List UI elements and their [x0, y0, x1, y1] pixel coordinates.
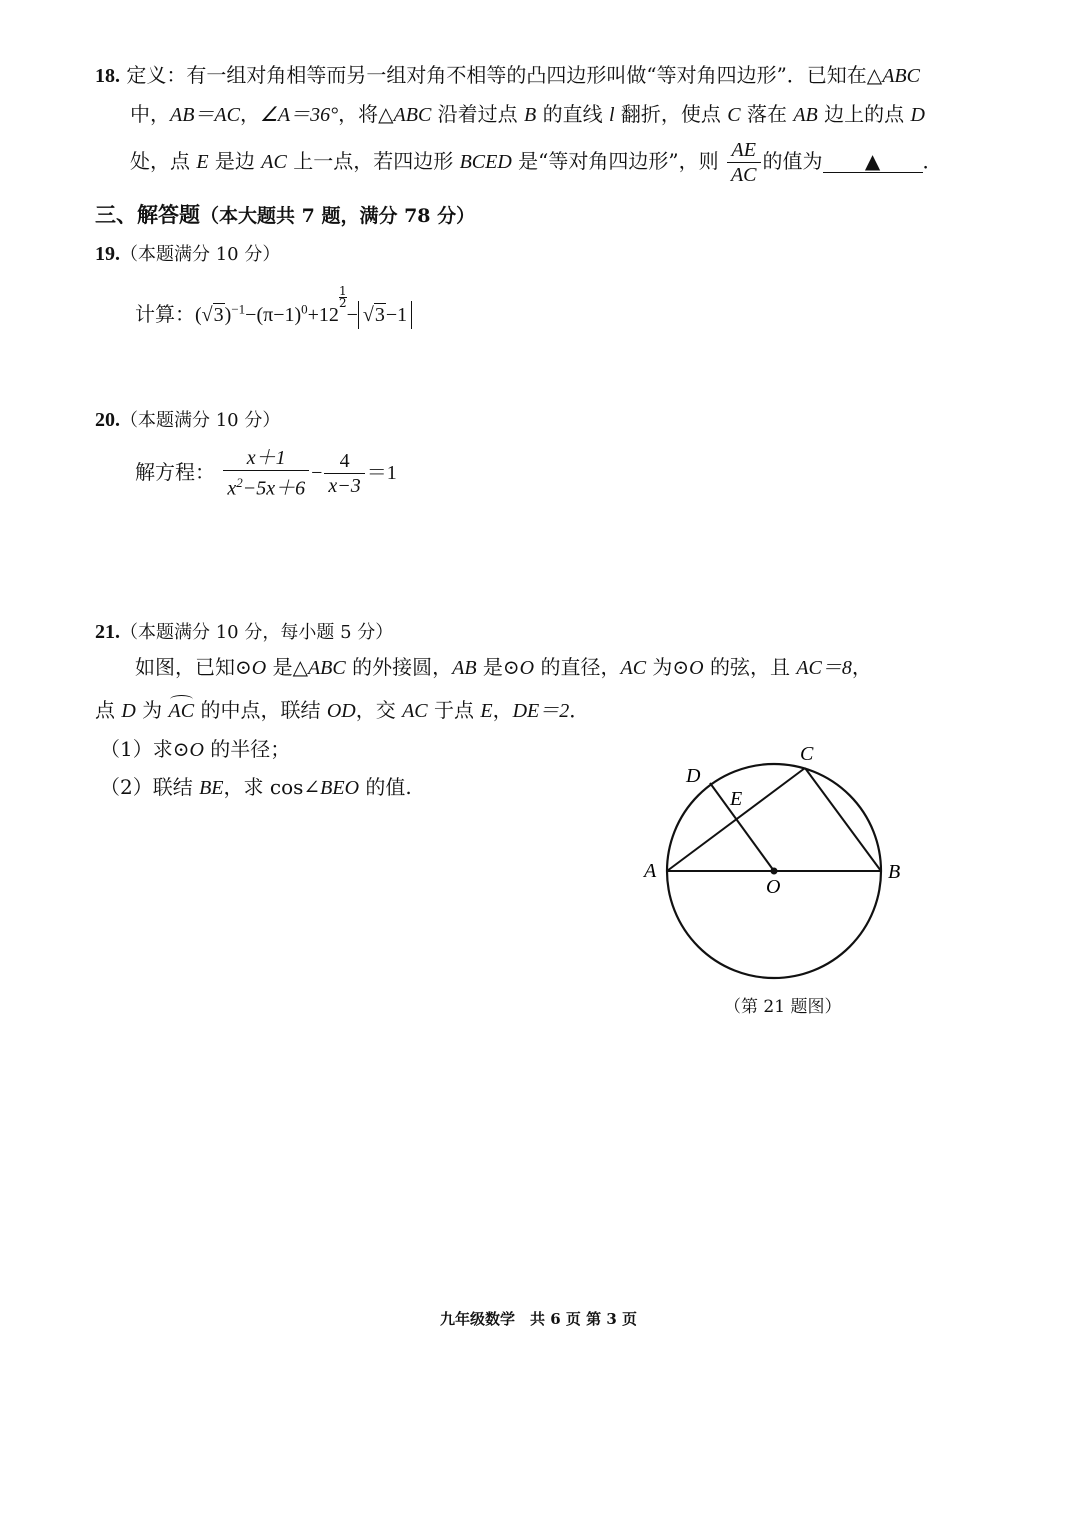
q18-t3e: 的值为: [762, 149, 823, 173]
q18-t2h: 边上的点: [817, 102, 911, 126]
q21-t1a: 如图，已知⊙: [135, 655, 252, 679]
q18-E: E: [196, 151, 209, 173]
q19-p5: −: [346, 304, 358, 326]
q19-exp2: 0: [301, 301, 308, 317]
q18-number: 18.: [95, 65, 120, 87]
label-C: C: [800, 743, 814, 765]
label-O: O: [766, 876, 781, 898]
q21-AC1: AC: [620, 657, 647, 679]
q21-arc-AC: AC: [168, 700, 195, 722]
q21-s2c: 的值.: [359, 775, 412, 799]
q19-number: 19.: [95, 243, 120, 265]
q18-line2: [130, 101, 925, 128]
q21-line2: [95, 697, 589, 724]
section-3-subtitle: （本大题共 7 题，满分 78 分）: [200, 205, 476, 227]
q19-exp1: −1: [231, 301, 246, 317]
q21-s2-BEO: BEO: [320, 777, 360, 799]
q19-header: [95, 240, 280, 268]
q21-figure: [630, 735, 930, 995]
q18-fraction: [727, 138, 761, 187]
q18-BCED: BCED: [459, 151, 512, 173]
q21-score: （本题满分 10 分，每小题 5 分）: [120, 622, 394, 643]
q19-p2: ): [224, 304, 232, 326]
q18-t3c: 上一点，若四边形: [286, 149, 460, 173]
q18-eq1: AB＝AC: [170, 104, 240, 126]
q21-header: [95, 618, 393, 646]
q20-rhs: ＝1: [366, 462, 397, 484]
q21-t1d: 是⊙: [476, 655, 520, 679]
q19-score: （本题满分 10 分）: [120, 244, 281, 265]
label-A: A: [644, 860, 657, 882]
q20-f1-den-exp: 2: [236, 475, 243, 491]
q18-AC: AC: [261, 151, 287, 173]
section-3-header: [95, 202, 475, 229]
q18-line3: [130, 136, 943, 187]
q20-fraction-2: [324, 449, 364, 498]
q21-t2d: ，交: [355, 698, 403, 722]
q21-AB: AB: [452, 657, 477, 679]
q18-t3b: 是边: [208, 149, 262, 173]
q18-abc2: ABC: [393, 104, 432, 126]
q18-t2g: 落在: [740, 102, 794, 126]
page-footer: 九年级数学 共 6 页 第 3 页: [440, 1310, 637, 1328]
q21-s1-O: O: [189, 739, 204, 761]
q20-fraction-1: [223, 446, 309, 501]
q19-abs-value: [358, 301, 412, 329]
q21-eq2: DE＝2: [512, 700, 570, 722]
q18-t3a: 处，点: [130, 149, 197, 173]
q20-minus: −: [311, 462, 323, 484]
q21-t1b: 是△: [266, 655, 308, 679]
q21-t1c: 的外接圆，: [345, 655, 453, 679]
q21-t2a: 点: [95, 698, 122, 722]
q19-abs-rest: −1: [385, 304, 408, 326]
q18-t2a: 中，: [130, 102, 170, 126]
q21-t2g: ．: [569, 698, 590, 722]
q19-abs-sqrt: 3: [374, 304, 385, 326]
triangle-marker-icon: ▲: [864, 149, 881, 173]
q20-f1-den-x: x: [227, 477, 237, 500]
q20-f2-num: 4: [324, 449, 364, 474]
q18-t2e: 的直线: [536, 102, 609, 126]
q21-sub1: [100, 736, 290, 763]
q21-t2f: ，: [492, 698, 513, 722]
q20-f1-num: x＋1: [223, 446, 309, 471]
q20-equation: [135, 444, 397, 501]
q21-t1f: 为⊙: [646, 655, 690, 679]
q18-t3d: 是“等对角四边形”，则: [511, 149, 719, 173]
q19-p4: +12: [307, 304, 339, 326]
q19-abs-sqrt-sign: √: [362, 304, 374, 326]
q19-p1: (: [195, 304, 202, 326]
q21-s1b: 的半径；: [203, 737, 291, 761]
q21-eq1: AC＝8: [796, 657, 852, 679]
q21-O1: O: [251, 657, 267, 679]
label-E: E: [730, 788, 743, 810]
q19-half-exponent: [339, 286, 347, 309]
q18-t3end: ．: [922, 149, 943, 173]
q18-D: D: [910, 104, 925, 126]
q20-score: （本题满分 10 分）: [120, 410, 281, 431]
q21-t1h: ，: [851, 655, 872, 679]
center-point-O: [771, 868, 778, 875]
q21-s2b: ，求 cos∠: [223, 775, 321, 799]
q19-half-num: 1: [338, 284, 347, 298]
q21-t2b: 为: [135, 698, 169, 722]
q21-D: D: [121, 700, 136, 722]
q20-f2-den: x−3: [328, 475, 361, 497]
q18-t2f: 翻折，使点: [614, 102, 728, 126]
q21-t2e: 于点: [427, 698, 481, 722]
chord-CB: [805, 768, 881, 871]
q21-O2: O: [519, 657, 535, 679]
q18-line1: [95, 62, 920, 89]
q20-f1-den-rest: −5x＋6: [242, 477, 306, 500]
q21-number: 21.: [95, 621, 120, 643]
q18-C: C: [727, 104, 741, 126]
q21-figure-caption: （第 21 题图）: [724, 997, 842, 1017]
q21-t2c: 的中点，联结: [194, 698, 327, 722]
q21-s1a: （1）求⊙: [100, 737, 190, 761]
label-B: B: [888, 861, 901, 883]
q21-t1e: 的直径，: [534, 655, 621, 679]
q21-s2-BE: BE: [199, 777, 224, 799]
q18-t2d: 沿着过点: [431, 102, 525, 126]
q20-number: 20.: [95, 409, 120, 431]
q20-label: 解方程：: [135, 460, 215, 484]
q18-abc: ABC: [882, 65, 920, 87]
q18-answer-blank[interactable]: [823, 150, 923, 173]
q18-eq2: ∠A＝36°: [260, 104, 339, 126]
q21-s2a: （2）联结: [100, 775, 200, 799]
q21-sub2: [100, 774, 412, 801]
q18-text-1: 定义：有一组对角相等而另一组对角不相等的凸四边形叫做“等对角四边形”．已知在△: [126, 63, 883, 87]
q21-OD: OD: [326, 700, 356, 722]
q18-frac-den: AC: [730, 164, 757, 186]
q18-B: B: [524, 104, 537, 126]
q18-l: l: [608, 104, 615, 126]
q21-ABC: ABC: [307, 657, 346, 679]
q20-header: [95, 406, 280, 434]
q19-label: 计算：: [135, 302, 195, 326]
q21-AC2: AC: [402, 700, 428, 722]
q18-frac-num: AE: [727, 138, 761, 163]
q21-t1g: 的弦，且: [703, 655, 797, 679]
q21-line1: [135, 654, 872, 681]
q18-AB: AB: [793, 104, 818, 126]
q19-sqrt3: 3: [213, 304, 224, 326]
q21-E: E: [480, 700, 493, 722]
q19-expression: [135, 286, 412, 331]
section-3-title: 三、解答题: [95, 202, 200, 227]
q18-t2c: ，将△: [338, 102, 394, 126]
q19-p3: −(π−1): [245, 304, 302, 326]
q21-O3: O: [689, 657, 704, 679]
label-D: D: [686, 765, 701, 787]
q20-f1-den: [223, 471, 309, 501]
q19-half-den: 2: [338, 296, 347, 310]
q18-t2b: ，: [240, 102, 260, 126]
q19-sqrt-sign: √: [201, 304, 213, 326]
